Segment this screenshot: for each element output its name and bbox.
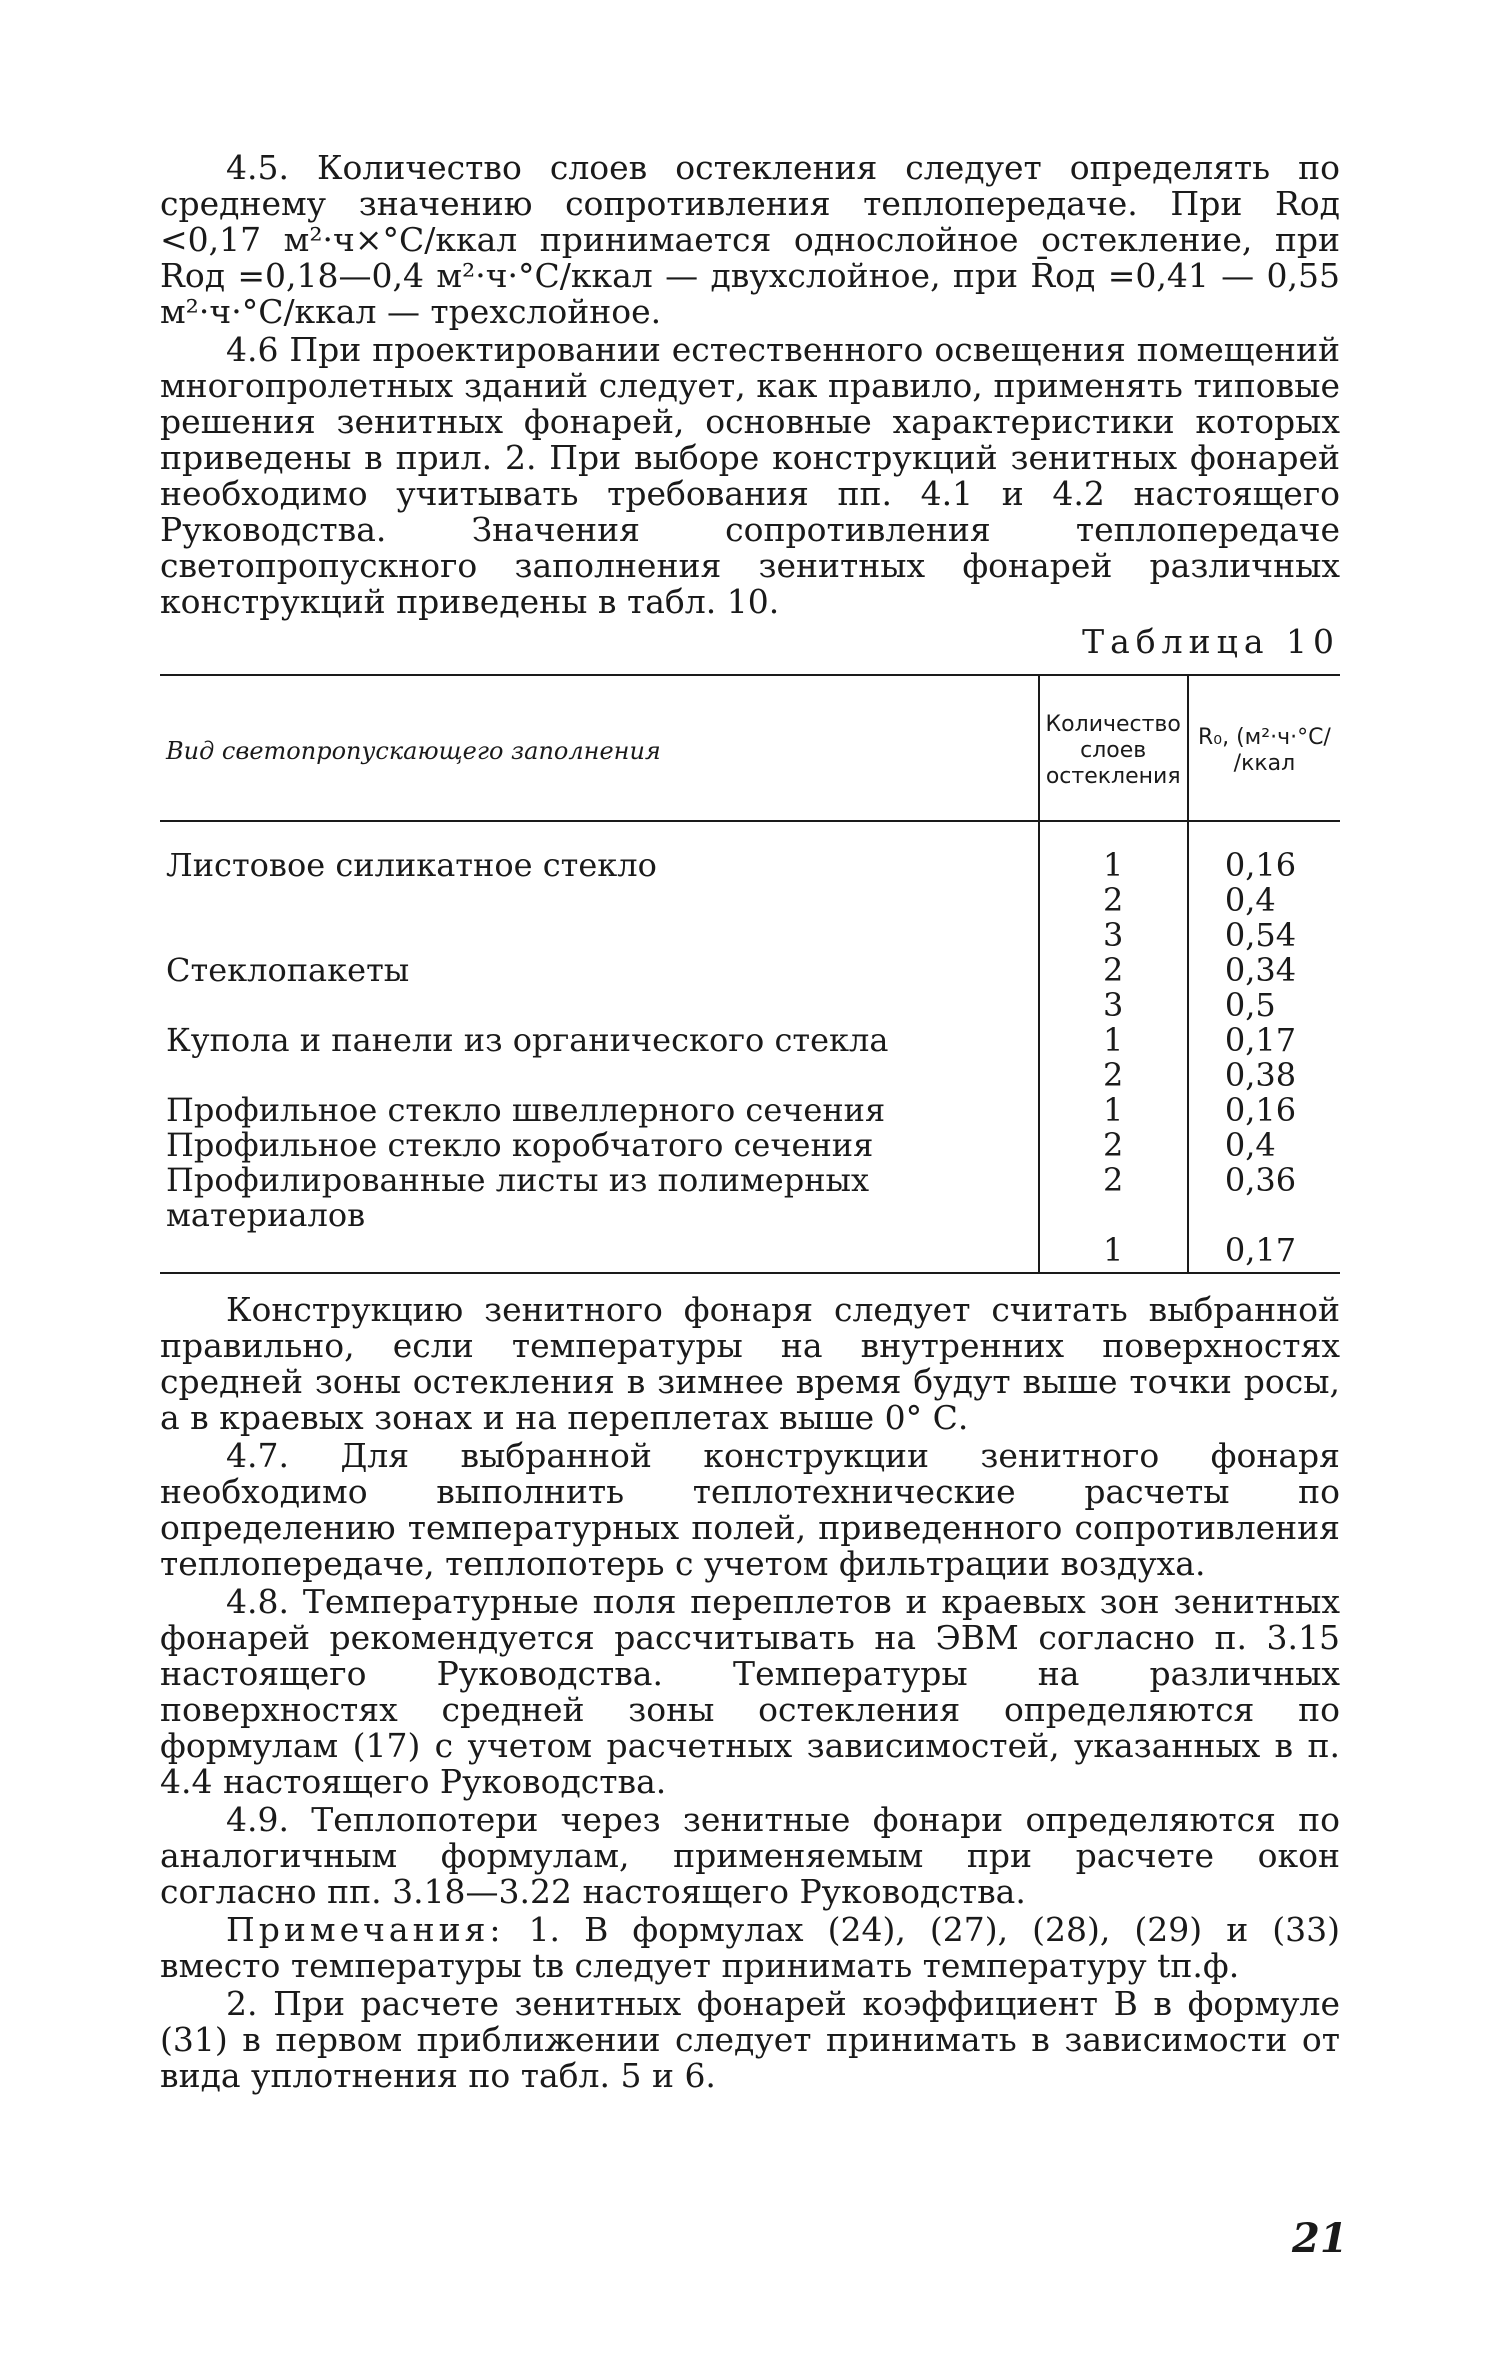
table-row — [160, 883, 1340, 918]
row-r0: 0,16 — [1188, 1093, 1340, 1128]
row-r0: 0,17 — [1188, 1023, 1340, 1058]
row-layers: 1 — [1039, 1093, 1188, 1128]
header-layer-count: Количество слоев остекления — [1039, 675, 1188, 821]
note-2: 2. При расчете зенитных фонарей коэффициент B в формуле (31) в первом приближении следует принимать в зависимости от вида уплотнения по табл. 5 и 6. — [160, 1984, 1340, 2095]
row-layers: 2 — [1039, 1058, 1188, 1093]
table-row — [160, 1163, 1340, 1233]
row-material — [160, 918, 1039, 953]
row-layers: 1 — [1039, 821, 1188, 883]
paragraph-after-table: Конструкцию зенитного фонаря следует считать выбранной правильно, если температуры на внутренних поверхностях средней зоны остекления в зимнее время будут выше точки росы, а в краевых зонах и на переплетах выше 0° С. — [160, 1290, 1340, 1437]
paragraph-4-9: 4.9. Теплопотери через зенитные фонари определяются по аналогичным формулам, применяемым при расчете окон согласно пп. 3.18—3.22 настоящего Руководства. — [160, 1800, 1340, 1911]
note-1-text: 1. В формулах (24), (27), (28), (29) и (33) вместо температуры tв следует принимать температуру tп.ф. — [160, 1910, 1340, 1985]
row-r0: 0,34 — [1188, 953, 1340, 988]
table-row — [160, 918, 1340, 953]
paragraph-4-8: 4.8. Температурные поля переплетов и краевых зон зенитных фонарей рекомендуется рассчитывать на ЭВМ согласно п. 3.15 настоящего Руководства. Температуры на различных поверхностях средней зоны остекления определяются по формулам (17) с учетом расчетных зависимостей, указанных в п. 4.4 настоящего Руководства. — [160, 1582, 1340, 1801]
table-row — [160, 953, 1340, 988]
row-r0: 0,16 — [1188, 821, 1340, 883]
paragraph-4-7: 4.7. Для выбранной конструкции зенитного фонаря необходимо выполнить теплотехнические расчеты по определению температурных полей, приведенного сопротивления теплопередаче, теплопотерь с учетом фильтрации воздуха. — [160, 1436, 1340, 1583]
row-r0: 0,54 — [1188, 918, 1340, 953]
table-row — [160, 1023, 1340, 1058]
table-row — [160, 988, 1340, 1023]
notes-label: Примечания: — [226, 1910, 505, 1949]
row-material — [160, 1233, 1039, 1273]
row-material: Профилированные листы из полимерных материалов — [166, 1161, 870, 1234]
paragraph-4-6: 4.6 При проектировании естественного освещения помещений многопролетных зданий следует, как правило, применять типовые решения зенитных фонарей, основные характеристики которых приведены в прил. 2. При выборе конструкций зенитных фонарей необходимо учитывать требования пп. 4.1 и 4.2 настоящего Руководства. Значения сопротивления теплопередаче светопропускного заполнения зенитных фонарей различных конструкций приведены в табл. 10. — [160, 330, 1340, 621]
table-caption: Таблица 10 — [1082, 622, 1340, 661]
row-r0: 0,17 — [1188, 1233, 1340, 1273]
row-material — [160, 1058, 1039, 1093]
note-1 — [160, 1912, 1340, 1984]
row-layers: 1 — [1039, 1023, 1188, 1058]
table-10 — [160, 674, 1340, 1274]
row-material — [160, 988, 1039, 1023]
row-layers: 3 — [1039, 988, 1188, 1023]
header-resistance: R₀, (м²·ч·°С/ /ккал — [1188, 675, 1340, 821]
page-content — [160, 150, 1340, 2094]
table-row — [160, 1058, 1340, 1093]
row-material: Стеклопакеты — [166, 951, 410, 989]
row-material — [160, 883, 1039, 918]
page-number: 21 — [1292, 2215, 1348, 2262]
row-r0: 0,4 — [1188, 883, 1340, 918]
row-r0: 0,36 — [1188, 1163, 1340, 1233]
table-row — [160, 821, 1340, 883]
header-material-type: Вид светопропускающего заполнения — [160, 675, 1039, 821]
row-r0: 0,38 — [1188, 1058, 1340, 1093]
row-layers: 2 — [1039, 1163, 1188, 1233]
table-header-row — [160, 675, 1340, 821]
row-layers: 3 — [1039, 918, 1188, 953]
row-r0: 0,4 — [1188, 1128, 1340, 1163]
row-layers: 1 — [1039, 1233, 1188, 1273]
row-material: Купола и панели из органического стекла — [166, 1021, 889, 1059]
row-material: Профильное стекло швеллерного сечения — [166, 1091, 886, 1129]
row-r0: 0,5 — [1188, 988, 1340, 1023]
table-row — [160, 1093, 1340, 1128]
row-layers: 2 — [1039, 953, 1188, 988]
row-layers: 2 — [1039, 883, 1188, 918]
row-layers: 2 — [1039, 1128, 1188, 1163]
row-material: Листовое силикатное стекло — [166, 846, 657, 884]
paragraph-4-5: 4.5. Количество слоев остекления следует определять по среднему значению сопротивления теплопередаче. При Rод <0,17 м²·ч×°С/ккал принимается однослойное остекление, при Rод =0,18—0,4 м²·ч·°С/ккал — двухслойное, при R̄од =0,41 — 0,55 м²·ч·°С/ккал — трехслойное. — [160, 148, 1340, 331]
table-row — [160, 1233, 1340, 1273]
text-after-table — [160, 1292, 1340, 2094]
table-row — [160, 1128, 1340, 1163]
row-material: Профильное стекло коробчатого сечения — [166, 1126, 874, 1164]
